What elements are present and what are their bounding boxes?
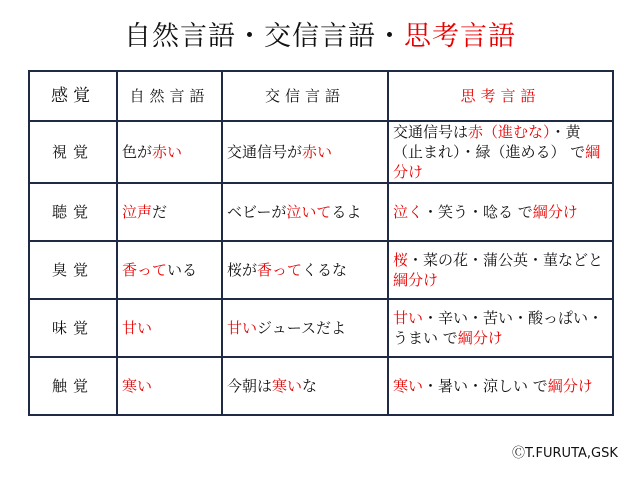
header-natural-language: 自然言語 bbox=[117, 71, 222, 121]
highlighted-text: 赤（進むな） bbox=[468, 123, 551, 141]
highlighted-text: 泣声 bbox=[122, 203, 153, 221]
text-segment: 色が bbox=[122, 143, 153, 161]
text-segment: るよ bbox=[331, 203, 362, 221]
text-segment: だ bbox=[152, 203, 168, 221]
title-highlight: 思考言語 bbox=[404, 21, 516, 52]
thought-language-cell bbox=[388, 121, 613, 183]
table-row bbox=[29, 121, 613, 183]
highlighted-text: 綱分け bbox=[393, 143, 601, 181]
header-row bbox=[29, 71, 613, 121]
sense-cell: 聴覚 bbox=[29, 183, 117, 241]
text-segment: ジュースだよ bbox=[257, 319, 346, 337]
highlighted-text: 甘い bbox=[393, 309, 424, 327]
text-segment: 交通信号は bbox=[393, 123, 469, 141]
text-segment: 交通信号が bbox=[227, 143, 303, 161]
highlighted-text: 甘い bbox=[227, 319, 258, 337]
natural-language-cell bbox=[117, 299, 222, 357]
text-segment: 桜が bbox=[227, 261, 258, 279]
highlighted-text: 甘い bbox=[122, 319, 153, 337]
highlighted-text: 寒い bbox=[122, 377, 153, 395]
sense-cell: 視覚 bbox=[29, 121, 117, 183]
table-row bbox=[29, 299, 613, 357]
sense-cell: 味覚 bbox=[29, 299, 117, 357]
highlighted-text: 赤い bbox=[152, 143, 183, 161]
highlighted-text: 香って bbox=[257, 261, 303, 279]
header-communication-language: 交信言語 bbox=[222, 71, 388, 121]
sense-cell: 触覚 bbox=[29, 357, 117, 415]
thought-language-cell bbox=[388, 357, 613, 415]
sense-cell: 臭覚 bbox=[29, 241, 117, 299]
thought-language-cell bbox=[388, 183, 613, 241]
communication-language-cell bbox=[222, 241, 388, 299]
highlighted-text: 泣く bbox=[393, 203, 424, 221]
communication-language-cell bbox=[222, 121, 388, 183]
table-row bbox=[29, 183, 613, 241]
highlighted-text: 泣いて bbox=[286, 203, 332, 221]
highlighted-text: 綱分け bbox=[547, 377, 593, 395]
highlighted-text: 桜 bbox=[393, 251, 409, 269]
natural-language-cell bbox=[117, 241, 222, 299]
copyright-notice: ⒸT.FURUTA,GSK bbox=[512, 446, 618, 461]
language-comparison-table bbox=[28, 70, 614, 416]
highlighted-text: 綱分け bbox=[393, 271, 439, 289]
highlighted-text: 綱分け bbox=[532, 203, 578, 221]
natural-language-cell bbox=[117, 357, 222, 415]
natural-language-cell bbox=[117, 183, 222, 241]
text-segment: ・菜の花・蒲公英・菫などと bbox=[408, 251, 604, 269]
text-segment: ・黄（止まれ）・緑（進める） で bbox=[393, 123, 586, 161]
text-segment: な bbox=[302, 377, 318, 395]
header-sense: 感覚 bbox=[29, 71, 117, 121]
highlighted-text: 寒い bbox=[393, 377, 424, 395]
header-thought-language: 思考言語 bbox=[388, 71, 613, 121]
thought-language-cell bbox=[388, 241, 613, 299]
highlighted-text: 香って bbox=[122, 261, 168, 279]
text-segment: くるな bbox=[302, 261, 348, 279]
text-segment: ・暑い・涼しい で bbox=[423, 377, 548, 395]
highlighted-text: 赤い bbox=[302, 143, 333, 161]
text-segment: いる bbox=[167, 261, 198, 279]
table-row bbox=[29, 241, 613, 299]
text-segment: ・辛い・苦い・酸っぱい・うまい で bbox=[393, 309, 604, 347]
slide-title bbox=[0, 14, 640, 53]
highlighted-text: 寒い bbox=[272, 377, 303, 395]
thought-language-cell bbox=[388, 299, 613, 357]
table-row bbox=[29, 357, 613, 415]
communication-language-cell bbox=[222, 357, 388, 415]
highlighted-text: 綱分け bbox=[457, 329, 503, 347]
natural-language-cell bbox=[117, 121, 222, 183]
text-segment: 今朝は bbox=[227, 377, 273, 395]
text-segment: ベビーが bbox=[227, 203, 287, 221]
communication-language-cell bbox=[222, 183, 388, 241]
text-segment: ・笑う・唸る で bbox=[423, 203, 533, 221]
communication-language-cell bbox=[222, 299, 388, 357]
title-plain: 自然言語・交信言語・ bbox=[124, 21, 404, 52]
